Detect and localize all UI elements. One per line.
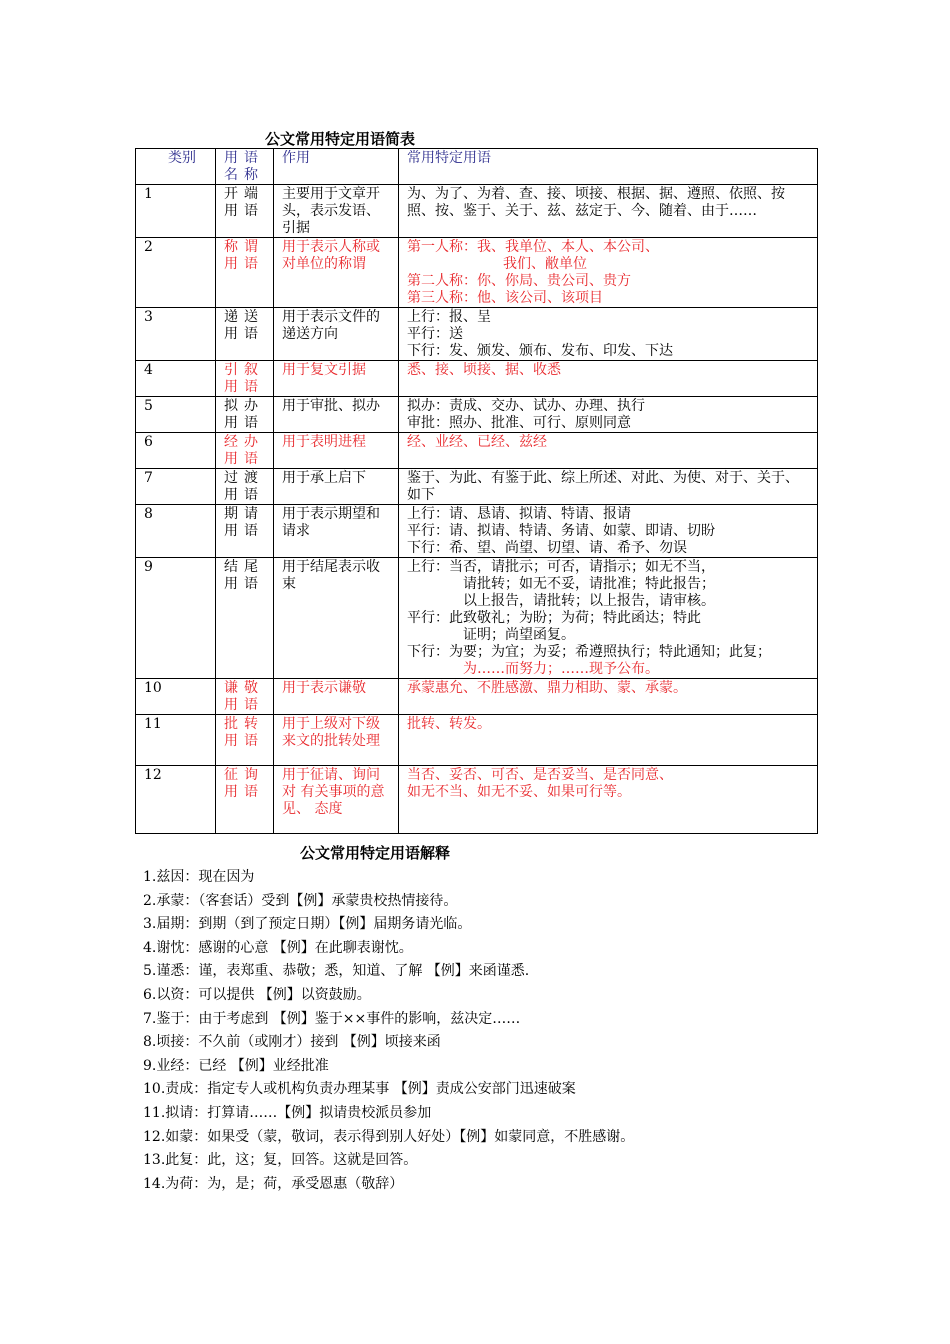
term-line: 拟办：责成、交办、试办、办理、执行 xyxy=(407,398,645,414)
row-terms: 批转、转发。 xyxy=(399,715,818,766)
definition-item: 9.业经：已经 【例】业经批准 xyxy=(143,1057,329,1074)
term-line: 上行：当否，请批示；可否，请指示；如无不当， xyxy=(407,559,715,575)
row-number: 9 xyxy=(136,558,216,679)
row-number: 3 xyxy=(136,308,216,361)
term-line: 为……而努力；……现予公布。 xyxy=(463,661,659,677)
row-number: 8 xyxy=(136,505,216,558)
term-line: 审批：照办、批准、可行、原则同意 xyxy=(407,415,631,431)
term-line: 证明；尚望函复。 xyxy=(463,627,575,643)
row-role: 用于承上启下 xyxy=(274,469,399,505)
row-number: 1 xyxy=(136,185,216,238)
row-terms: 承蒙惠允、不胜感激、鼎力相助、蒙、承蒙。 xyxy=(399,679,818,715)
term-line: 下行：为要；为宜；为妥；希遵照执行；特此通知；此复； xyxy=(407,644,771,660)
definition-item: 2.承蒙：（客套话）受到【例】承蒙贵校热情接待。 xyxy=(143,892,458,909)
term-line: 上行：请、恳请、拟请、特请、报请 xyxy=(407,506,631,522)
row-name: 期请用语 xyxy=(216,505,274,558)
term-line: 以上报告，请批转；以上报告，请审核。 xyxy=(463,593,715,609)
row-role: 用于审批、拟办 xyxy=(274,397,399,433)
table-row xyxy=(136,308,818,361)
row-role: 用于征请、询问对 有关事项的意见、 态度 xyxy=(274,766,399,834)
header-category: 类别 xyxy=(136,149,216,185)
row-name: 引叙用语 xyxy=(216,361,274,397)
row-role: 用于表示期望和请求 xyxy=(274,505,399,558)
definition-item: 7.鉴于：由于考虑到 【例】鉴于××事件的影响，兹决定…… xyxy=(143,1010,521,1027)
term-line: 平行：此致敬礼；为盼；为荷；特此函达；特此 xyxy=(407,610,701,626)
table-header-row xyxy=(136,149,818,185)
table-row xyxy=(136,361,818,397)
row-terms xyxy=(399,558,818,679)
row-number: 5 xyxy=(136,397,216,433)
row-name: 开端用语 xyxy=(216,185,274,238)
term-line: 上行：报、呈 xyxy=(407,309,491,325)
row-role: 用于表示文件的递送方向 xyxy=(274,308,399,361)
table-row xyxy=(136,679,818,715)
row-name: 拟办用语 xyxy=(216,397,274,433)
row-terms: 为、为了、为着、查、接、顷接、根据、据、遵照、依照、按照、按、鉴于、关于、兹、兹定于、今、随着、由于…… xyxy=(399,185,818,238)
term-line: 我们、敝单位 xyxy=(503,256,587,272)
row-name: 批转用语 xyxy=(216,715,274,766)
table-row xyxy=(136,397,818,433)
table-row xyxy=(136,185,818,238)
term-line: 第三人称：他、该公司、该项目 xyxy=(407,290,603,306)
definition-item: 14.为荷：为，是；荷，承受恩惠（敬辞） xyxy=(143,1175,404,1192)
row-name: 递送用语 xyxy=(216,308,274,361)
term-line: 第二人称：你、你局、贵公司、贵方 xyxy=(407,273,631,289)
row-number: 12 xyxy=(136,766,216,834)
definition-item: 5.谨悉：谨，表郑重、恭敬；悉，知道、了解 【例】来函谨悉. xyxy=(143,963,530,980)
header-name: 用语名称 xyxy=(216,149,274,185)
row-name: 过渡用语 xyxy=(216,469,274,505)
definition-item: 8.顷接：不久前（或刚才）接到 【例】顷接来函 xyxy=(143,1034,441,1051)
definition-item: 6.以资：可以提供 【例】以资鼓励。 xyxy=(143,986,371,1003)
row-name: 结尾用语 xyxy=(216,558,274,679)
row-terms xyxy=(399,766,818,834)
term-line: 请批转；如无不妥，请批准；特此报告； xyxy=(463,576,715,592)
row-number: 6 xyxy=(136,433,216,469)
definition-item: 13.此复：此，这；复，回答。这就是回答。 xyxy=(143,1152,418,1169)
header-role: 作用 xyxy=(274,149,399,185)
header-terms: 常用特定用语 xyxy=(399,149,818,185)
table-row xyxy=(136,715,818,766)
row-name: 称谓用语 xyxy=(216,238,274,308)
row-terms xyxy=(399,238,818,308)
term-line: 下行：希、望、尚望、切望、请、希予、勿误 xyxy=(407,540,687,556)
row-role: 主要用于文章开头，表示发语、引据 xyxy=(274,185,399,238)
table-row xyxy=(136,505,818,558)
definitions-list xyxy=(143,866,823,1196)
row-role: 用于表示谦敬 xyxy=(274,679,399,715)
definition-item: 4.谢忱：感谢的心意 【例】在此聊表谢忱。 xyxy=(143,939,413,956)
definition-item: 12.如蒙：如果受（蒙，敬词，表示得到别人好处）【例】如蒙同意，不胜感谢。 xyxy=(143,1128,635,1145)
row-name: 谦敬用语 xyxy=(216,679,274,715)
table-row xyxy=(136,766,818,834)
row-number: 7 xyxy=(136,469,216,505)
term-line: 如无不当、如无不妥、如果可行等。 xyxy=(407,784,631,800)
row-terms xyxy=(399,505,818,558)
row-role: 用于复文引据 xyxy=(274,361,399,397)
row-terms: 悉、接、顷接、据、收悉 xyxy=(399,361,818,397)
definitions-title: 公文常用特定用语解释 xyxy=(299,844,450,862)
row-terms xyxy=(399,308,818,361)
row-terms: 鉴于、为此、有鉴于此、综上所述、对此、为使、对于、关于、如下 xyxy=(399,469,818,505)
row-role: 用于表示人称或对单位的称谓 xyxy=(274,238,399,308)
term-line: 当否、妥否、可否、是否妥当、是否同意、 xyxy=(407,767,673,783)
term-line: 平行：请、拟请、特请、务请、如蒙、即请、切盼 xyxy=(407,523,715,539)
definition-item: 10.责成：指定专人或机构负责办理某事 【例】责成公安部门迅速破案 xyxy=(143,1081,576,1098)
term-line: 第一人称：我、我单位、本人、本公司、 xyxy=(407,239,659,255)
row-terms xyxy=(399,397,818,433)
definition-item: 11.拟请：打算请……【例】拟请贵校派员参加 xyxy=(143,1104,432,1121)
row-name: 经办用语 xyxy=(216,433,274,469)
table-row xyxy=(136,558,818,679)
term-line: 平行：送 xyxy=(407,326,463,342)
row-number: 4 xyxy=(136,361,216,397)
row-number: 11 xyxy=(136,715,216,766)
table-title: 公文常用特定用语简表 xyxy=(264,130,415,148)
row-name: 征询用语 xyxy=(216,766,274,834)
term-line: 下行：发、颁发、颁布、发布、印发、下达 xyxy=(407,343,673,359)
row-terms: 经、业经、已经、兹经 xyxy=(399,433,818,469)
table-row xyxy=(136,433,818,469)
terms-table xyxy=(135,148,818,834)
table-row xyxy=(136,469,818,505)
table-row xyxy=(136,238,818,308)
definition-item: 3.届期：到期（到了预定日期）【例】届期务请光临。 xyxy=(143,916,472,933)
row-role: 用于表明进程 xyxy=(274,433,399,469)
row-number: 2 xyxy=(136,238,216,308)
row-role: 用于结尾表示收束 xyxy=(274,558,399,679)
row-role: 用于上级对下级来文的批转处理 xyxy=(274,715,399,766)
row-number: 10 xyxy=(136,679,216,715)
definition-item: 1.兹因：现在因为 xyxy=(143,869,255,885)
